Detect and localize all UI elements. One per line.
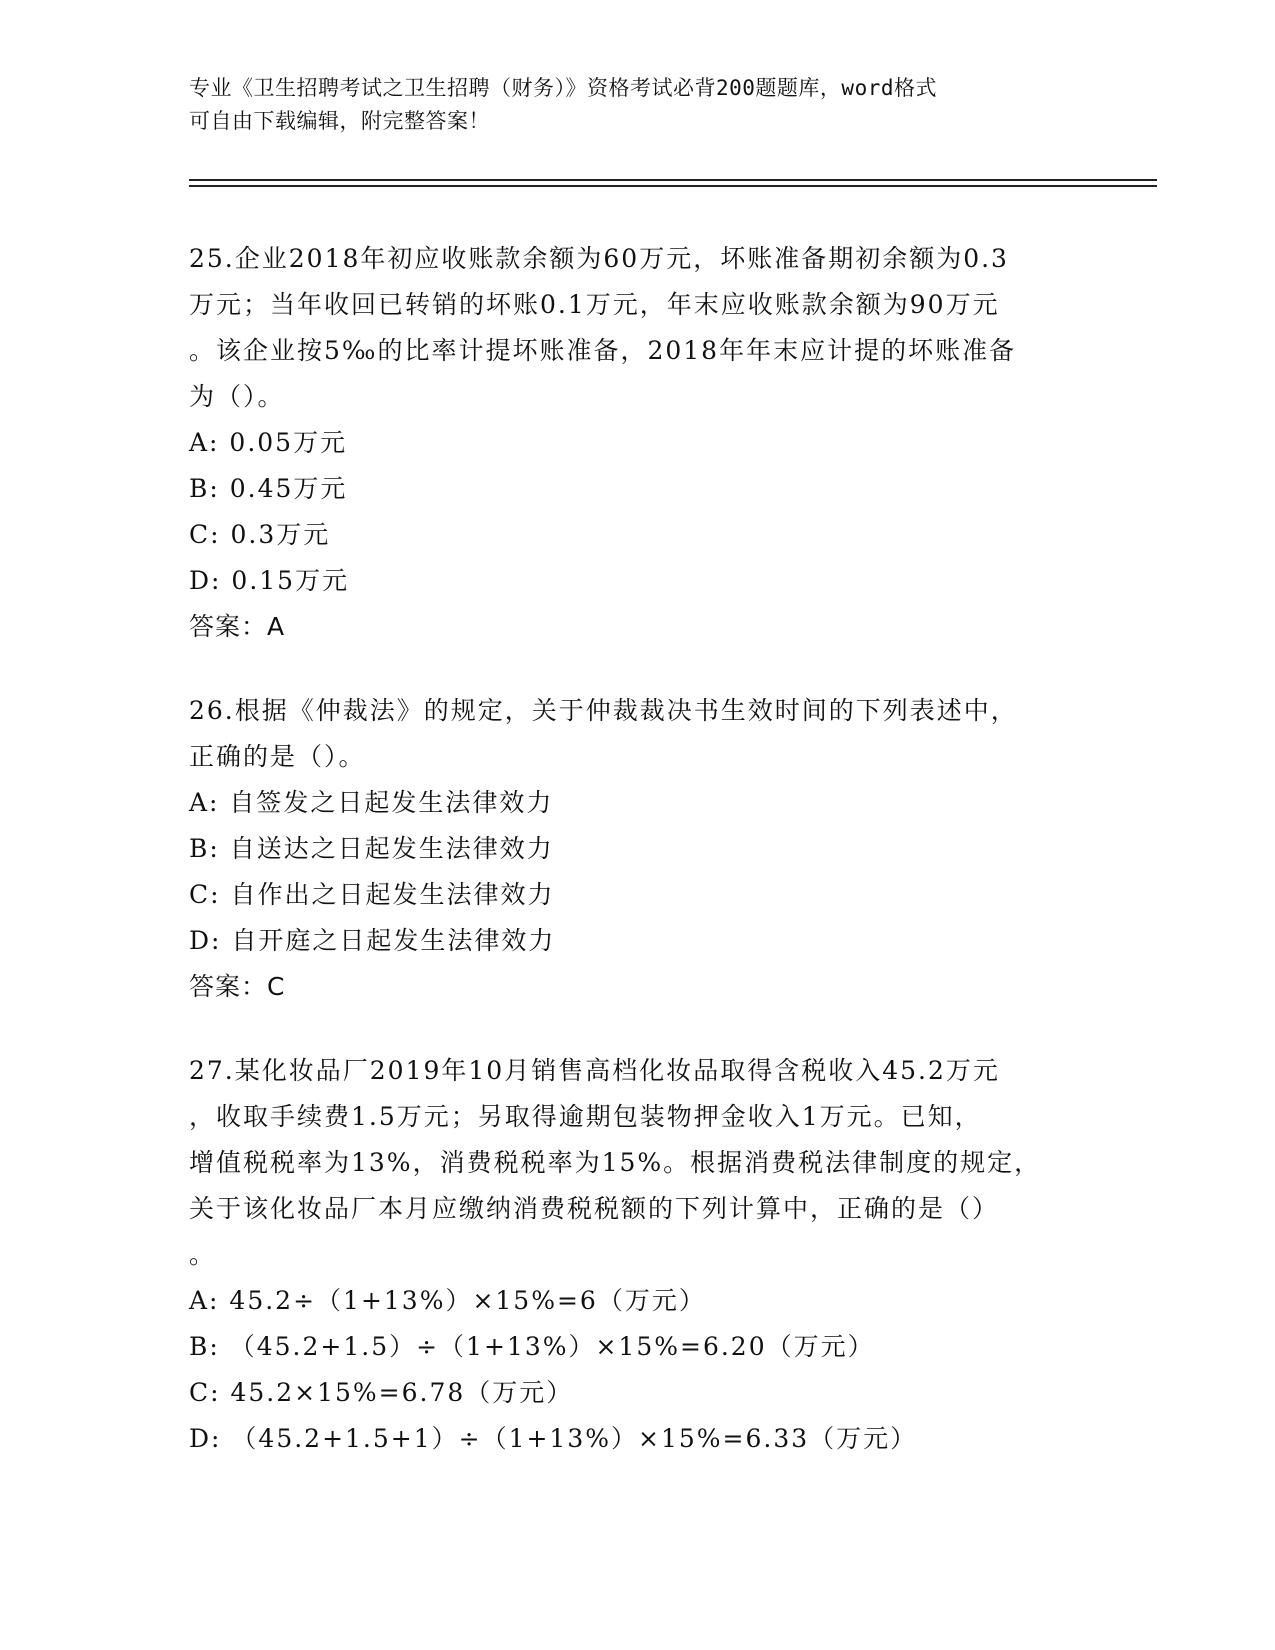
question-list (189, 236, 1089, 1500)
question-25 (189, 236, 1089, 650)
option-c: C: 45.2×15%=6.78（万元） (189, 1378, 574, 1407)
document-header (189, 72, 1069, 138)
option-d: D: （45.2+1.5+1）÷（1+13%）×15%=6.33（万元） (189, 1424, 918, 1453)
header-divider-top (189, 179, 1157, 181)
answer-line: 答案：A (189, 612, 286, 641)
option-c: C: 自作出之日起发生法律效力 (189, 880, 555, 909)
option-c: C: 0.3万元 (189, 520, 331, 549)
option-a: A: 0.05万元 (189, 428, 348, 457)
option-d: D: 自开庭之日起发生法律效力 (189, 926, 556, 955)
option-b: B: （45.2+1.5）÷（1+13%）×15%=6.20（万元） (189, 1332, 875, 1361)
option-a: A: 自签发之日起发生法律效力 (189, 788, 554, 817)
option-d: D: 0.15万元 (189, 566, 350, 595)
question-27 (189, 1048, 1089, 1462)
option-a: A: 45.2÷（1+13%）×15%=6（万元） (189, 1286, 706, 1315)
answer-line: 答案：C (189, 972, 286, 1001)
header-divider-bottom (189, 185, 1157, 187)
question-stem: 26.根据《仲裁法》的规定，关于仲裁裁决书生效时间的下列表述中， 正确的是（）。 (189, 696, 1018, 771)
header-line-2: 可自由下载编辑，附完整答案！ (189, 109, 490, 133)
option-b: B: 自送达之日起发生法律效力 (189, 834, 554, 863)
question-stem: 27.某化妆品厂2019年10月销售高档化妆品取得含税收入45.2万元 ，收取手续费1.5万元；另取得逾期包装物押金收入1万元。已知， 增值税税率为13%，消费税税率为15%。根据消费税法律制度的规定， 关于该化妆品厂本月应缴纳消费税税额的下列计算中，正确的是（） 。 (189, 1056, 1042, 1269)
header-line-1: 专业《卫生招聘考试之卫生招聘（财务）》资格考试必背200题题库，word格式 (189, 76, 937, 100)
question-stem: 25.企业2018年初应收账款余额为60万元，坏账准备期初余额为0.3 万元；当年收回已转销的坏账0.1万元，年末应收账款余额为90万元 。该企业按5‰的比率计提坏账准备，2018年年末应计提的坏账准备 为（）。 (189, 244, 1017, 411)
question-26 (189, 688, 1089, 1010)
option-b: B: 0.45万元 (189, 474, 348, 503)
